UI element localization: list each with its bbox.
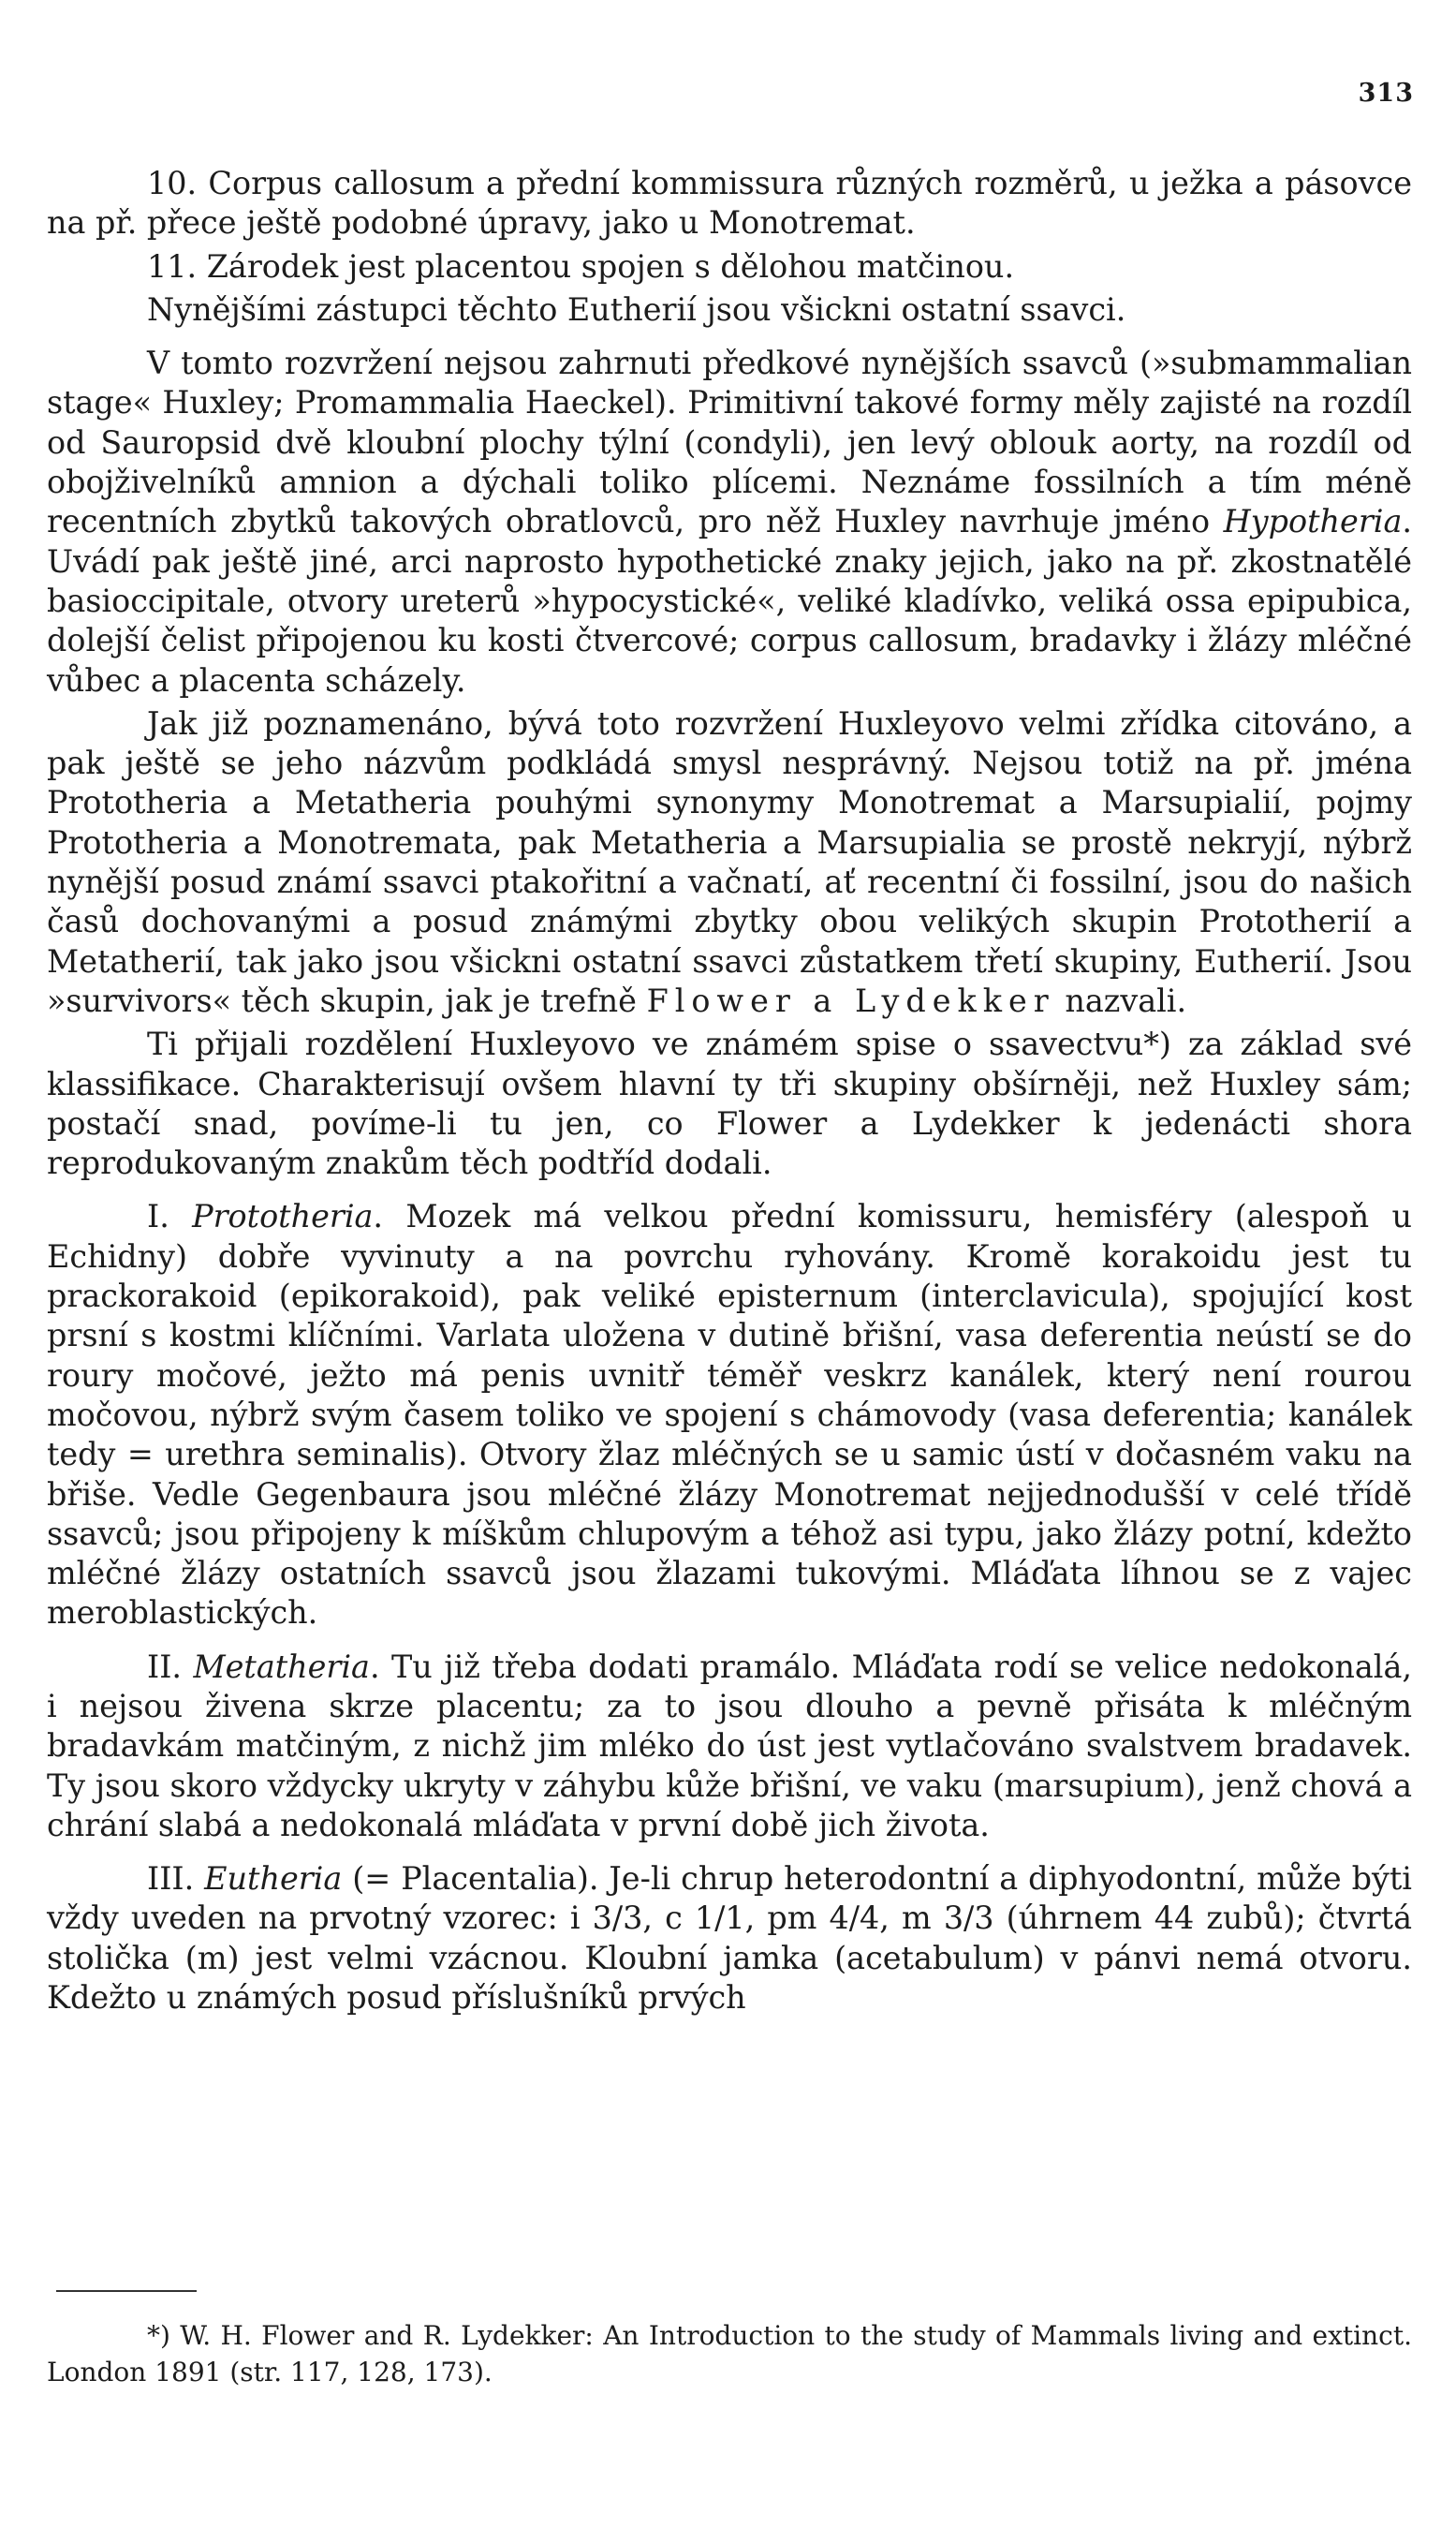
paragraph-prototheria: I. Prototheria. Mozek má velkou přední komissuru, hemisféry (alespoň u Echidny) dobře vyvinuty a na povrchu ryhovány. Kromě korakoidu jest tu prackorakoid (epikorakoid), pak veliké episternum (interclavicula), spojující kost prsní s kostmi klíčními. Varlata uložena v dutině břišní, vasa deferentia neústí se do roury močové, ježto má penis uvnitř téměř veskrz kanálek, který není rourou močovou, nýbrž svým časem toliko ve spojení s chámovody (vasa deferentia; kanálek tedy = urethra seminalis). Otvory žlaz mléčných se u samic ústí v dočasném vaku na břiše. Vedle Gegenbaura jsou mléčné žlázy Monotremat nejjednodušší v celé třídě ssavců; jsou připojeny k míškům chlupovým a téhož asi typu, jako žlázy potní, kdežto mléčné žlázy ostatních ssavců jsou žlazami tukovými. Mláďata líhnou se z vajec meroblastických. xyxy=(47,1198,1412,1632)
term-metatheria: Metatheria xyxy=(193,1648,370,1685)
term-eutheria: Eutheria xyxy=(204,1860,343,1898)
paragraph-flower-lydekker: Ti přijali rozdělení Huxleyovo ve známém spise o ssavectvu*) za základ své klassifikace. Charakterisují ovšem hlavní ty tři skupiny obšírněji, než Huxley sám; postačí snad, povíme-li tu jen, co Flower a Lydekker k jedenácti shora reprodukovaným znakům těch podtříd dodali. xyxy=(47,1026,1412,1182)
body-text xyxy=(47,164,1412,2021)
paragraph-11: 11. Zárodek jest placentou spojen s dělohou matčinou. xyxy=(147,247,1015,285)
paragraph-promammalia: V tomto rozvržení nejsou zahrnuti předkové nynějších ssavců (»submammalian stage« Huxley; Promammalia Haeckel). Primitivní takové formy měly zajisté na rozdíl od Sauropsid dvě kloubní plochy týlní (condyli), jen levý oblouk aorty, na rozdíl od obojživelníků amnion a dýchali toliko plícemi. Neznáme fossilních a tím méně recentních zbytků takových obratlovců, pro něž Huxley navrhuje jméno Hypotheria. Uvádí pak ještě jiné, arci naprosto hypothetické znaky jejich, jako na př. zkostnatělé basioccipitale, otvory ureterů »hypocystické«, veliké kladívko, veliká ossa epipubica, dolejší čelist připojenou ku kosti čtvercové; corpus callosum, bradavky i žlázy mléčné vůbec a placenta scházely. xyxy=(47,345,1412,699)
footnote-divider xyxy=(56,2290,197,2292)
paragraph-eutheria-note: Nynějšími zástupci těchto Eutherií jsou všickni ostatní ssavci. xyxy=(147,290,1126,328)
page-number: 313 xyxy=(1358,79,1414,108)
term-hypotheria: Hypotheria xyxy=(1223,503,1403,540)
authors-spaced: Flower a Lydekker xyxy=(646,982,1055,1019)
paragraph-10: 10. Corpus callosum a přední kommissura různých rozměrů, u ježka a pásovce na př. přece ještě podobné úpravy, jako u Monotremat. xyxy=(47,165,1412,242)
footnote: *) W. H. Flower and R. Lydekker: An Introduction to the study of Mammals living and extinct. London 1891 (str. 117, 128, 173). xyxy=(47,2320,1412,2388)
paragraph-huxley-classification: Jak již poznamenáno, bývá toto rozvržení Huxleyovo velmi zřídka citováno, a pak ještě se jeho názvům podkládá smysl nesprávný. Nejsou totiž na př. jména Prototheria a Metatheria pouhými synonymy Monotremat a Marsupialií, pojmy Prototheria a Monotremata, pak Metatheria a Marsupialia se prostě nekryjí, nýbrž nynější posud známí ssavci ptakořitní a vačnatí, ať recentní či fossilní, jsou do našich časů dochovanými a posud známými zbytky obou velikých skupin Prototherií a Metatherií, tak jako jsou všickni ostatní ssavci zůstatkem třetí skupiny, Eutherií. Jsou »survivors« těch skupin, jak je trefně Flower a Lydekker nazvali. xyxy=(47,704,1412,1019)
paragraph-eutheria: III. Eutheria (= Placentalia). Je-li chrup heterodontní a diphyodontní, může býti vždy uveden na prvotný vzorec: i 3/3, c 1/1, pm 4/4, m 3/3 (úhrnem 44 zubů); čtvrtá stolička (m) jest velmi vzácnou. Kloubní jamka (acetabulum) v pánvi nemá otvoru. Kdežto u známých posud příslušníků prvých xyxy=(47,1860,1412,2017)
term-prototheria: Prototheria xyxy=(192,1198,374,1235)
paragraph-metatheria: II. Metatheria. Tu již třeba dodati pramálo. Mláďata rodí se velice nedokonalá, i nejsou živena skrze placentu; za to jsou dlouho a pevně přisáta k mléčným bradavkám matčiným, z nichž jim mléko do úst jest vytlačováno svalstvem bradavek. Ty jsou skoro vždycky ukryty v záhybu kůže břišní, ve vaku (marsupium), jenž chová a chrání slabá a nedokonalá mláďata v první době jich života. xyxy=(47,1648,1412,1843)
